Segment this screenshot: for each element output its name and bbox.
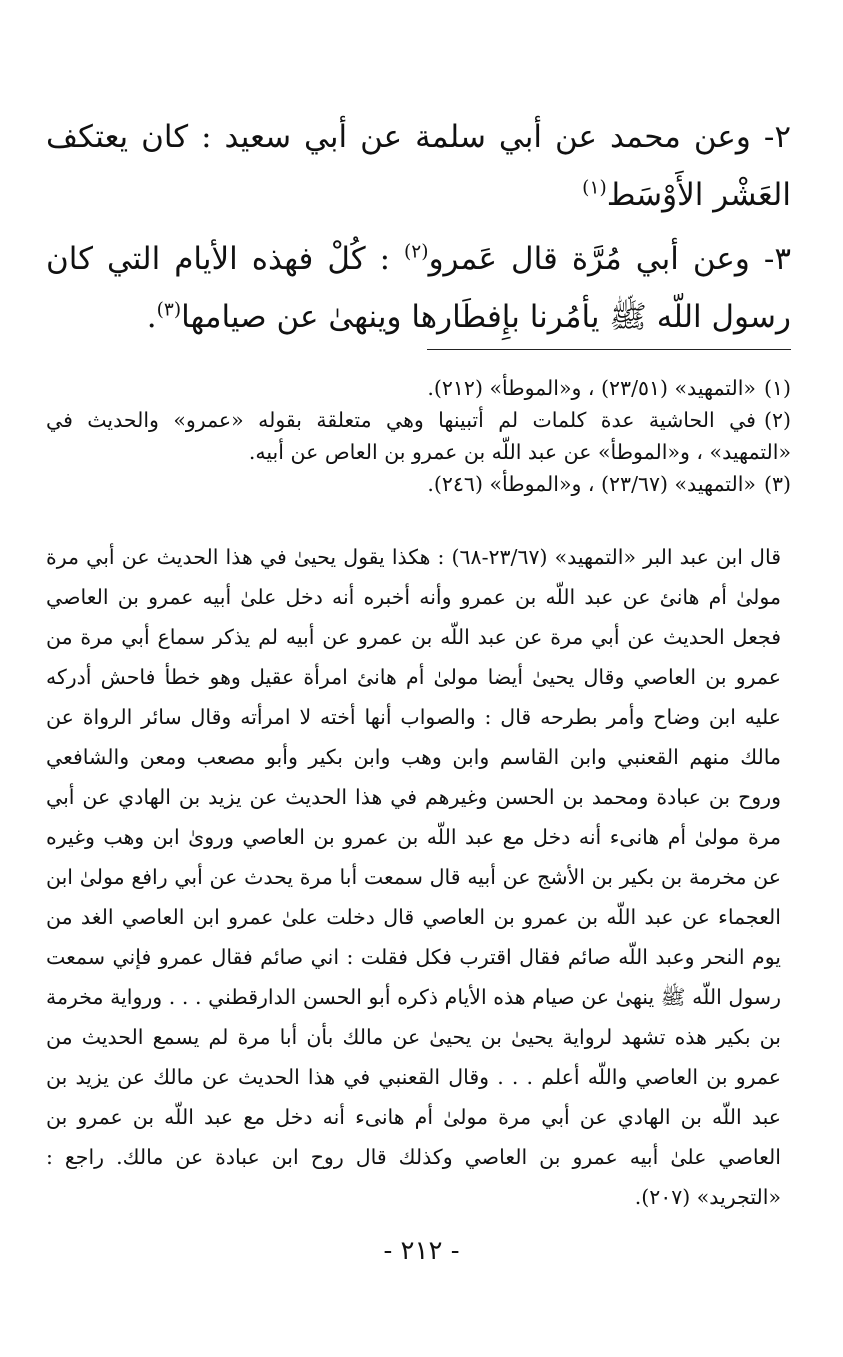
footnote-ref-2: (٢) — [404, 241, 429, 263]
footnote-text: «التمهيد» (٢٣/٥١) ، و«الموطأ» (٢١٢). — [427, 376, 756, 400]
footnote-ref-1: (١) — [582, 177, 607, 199]
hadith-2-text: ٢- وعن محمد عن أبي سلمة عن أبي سعيد : كان يعتكف العَشْر الأَوْسَط — [46, 119, 791, 213]
footnote-number: (١) — [763, 376, 791, 400]
footnote-1 — [46, 372, 791, 404]
main-text — [46, 108, 791, 352]
page-number: - ٢١٢ - — [383, 1236, 460, 1266]
footnote-ref-3: (٣) — [156, 299, 182, 321]
hadith-3-part2: : كُلْ فهذه الأيام التي كان رسول اللّه ﷺ يأمُرنا بإِفطَارها وينهىٰ عن صيامها — [46, 241, 791, 335]
hadith-3-end: . — [146, 299, 157, 335]
footnote-3 — [46, 468, 791, 500]
footnote-text: «التمهيد» (٢٣/٦٧) ، و«الموطأ» (٢٤٦). — [427, 472, 756, 496]
hadith-3 — [46, 230, 791, 346]
footnotes — [46, 372, 791, 500]
footnote-2 — [46, 404, 791, 468]
footnote-divider — [427, 349, 791, 350]
footnote-number: (٢) — [763, 408, 791, 432]
commentary-text: قال ابن عبد البر «التمهيد» (٢٣/٦٧-٦٨) : هكذا يقول يحيىٰ في هذا الحديث عن أبي مرة مولىٰ أم هانئ عن عبد اللّه بن عمرو وأنه أخبره أنه دخل علىٰ أبيه عمرو بن العاصي فجعل الحديث عن أبي مرة عن عبد اللّه بن عمرو عن أبيه لم يذكر سماع أبي مرة من عمرو بن العاصي وقال يحيىٰ أيضا مولىٰ أم هانئ امرأة عقيل وهو خطأ فاحش أدركه عليه ابن وضاح وأمر بطرحه قال : والصواب أنها أخته لا امرأته وقال سائر الرواة عن مالك منهم القعنبي وابن القاسم وابن وهب وابن بكير وأبو مصعب ومعن والشافعي وروح بن عبادة ومحمد بن الحسن وغيرهم في هذا الحديث عن يزيد بن الهادي عن أبي مرة مولىٰ أم هانىء أنه دخل مع عبد اللّه بن عمرو بن العاصي وروىٰ ابن وهب وغيره عن مخرمة بن بكير بن الأشج عن أبيه قال سمعت أبا مرة يحدث عن أبي رافع مولىٰ ابن العجماء عن عبد اللّه بن عمرو بن العاصي قال دخلت علىٰ عمرو ابن العاصي الغد من يوم النحر وعبد اللّه صائم فقال اقترب فكل فقلت : اني صائم فقال عمرو فإني سمعت رسول اللّه ﷺ ينهىٰ عن صيام هذه الأيام ذكره أبو الحسن الدارقطني . . . ورواية مخرمة بن بكير هذه تشهد لرواية يحيىٰ بن يحيىٰ عن مالك بأن أبا مرة لم يسمع الحديث من عمرو بن العاصي واللّه أعلم . . . وقال القعنبي في هذا الحديث عن مالك عن يزيد بن عبد اللّه بن الهادي عن أبي مرة مولىٰ أم هانىء أنه دخل مع عبد اللّه بن عمرو بن العاصي علىٰ أبيه عمرو بن العاصي وكذلك قال روح ابن عبادة عن مالك. راجع : «التجريد» (٢٠٧). — [46, 545, 781, 1209]
footnote-text: في الحاشية عدة كلمات لم أتبينها وهي متعلقة بقوله «عمرو» والحديث في «التمهيد» ، و«الموطأ» عن عبد اللّه بن عمرو بن العاص عن أبيه. — [46, 408, 791, 464]
hadith-3-part1: ٣- وعن أبي مُرَّة قال عَمرو — [428, 241, 792, 277]
hadith-2 — [46, 108, 791, 224]
footnote-commentary — [46, 537, 781, 1217]
footnote-number: (٣) — [763, 472, 791, 496]
